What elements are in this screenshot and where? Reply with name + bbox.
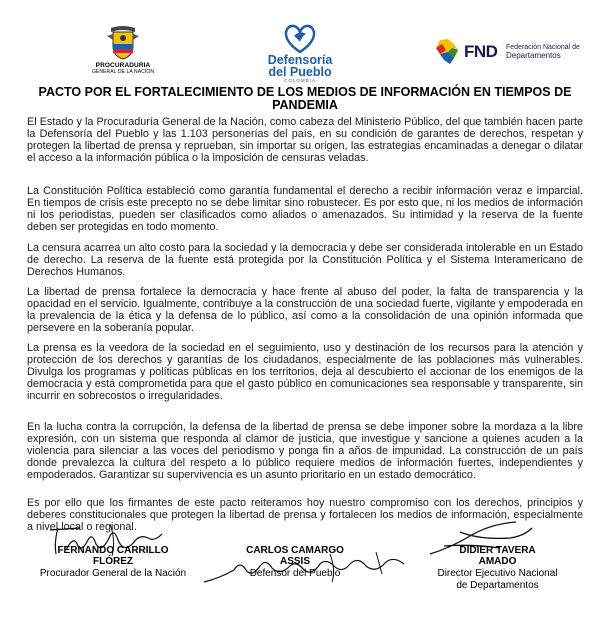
defensoria-logo [252,22,348,86]
paragraph: La libertad de prensa fortalece la democracia y hace frente al abuso del poder, la falta de transparencia y la opacidad en el servicio. Igualmente, contribuye a la construcción de una sociedad fuerte, vigilante y empoderada en la prevalencia de la ética y la defensa de lo público, así como a la consolidación de una opinión informada que persevere en la soberanía popular. [27,286,583,334]
signatory-name: ASSIS [279,556,310,567]
defensoria-name-1: Defensoría [267,53,333,67]
coat-of-arms-icon [103,22,143,62]
paragraph: La prensa es la veedora de la sociedad en el seguimiento, uso y destinación de los recursos para la atención y protección de los derechos y garantías de los ciudadanos, especialmente de las poblaciones más vulnerables. Divulga los programas y políticas públicas en los territorios, deja al descubierto el accionar de los enemigos de la democracia y está comprometida para que el gasto público en comunicaciones sea responsable y transparente, sin incurrir en sobrecostos o irregularidades. [27,342,583,402]
fnd-full-name-1: Federación Nacional de [506,44,580,51]
signatory-block [415,545,580,591]
signatory-name: FLÓREZ [93,556,133,567]
signatory-role: de Departamentos [456,580,539,591]
fnd-full-name-2: Departamentos [506,51,561,60]
paragraph: La censura acarrea un alto costo para la sociedad y la democracia y debe ser considerada intolerable en un Estado de derecho. La reserva de la fuente está protegida por la Constitución Política y el Sistema Interamericano de Derechos Humanos. [27,242,583,278]
procuraduria-logo [88,22,158,84]
fnd-logo [432,38,582,72]
procuraduria-subtitle: GENERAL DE LA NACION [91,69,155,75]
signatory-role: Director Ejecutivo Nacional [437,568,558,579]
signatory-role: Procurador General de la Nación [39,568,187,579]
signatory-block [28,545,198,579]
signatory-block [200,545,390,579]
signatory-name: CARLOS CAMARGO [246,545,344,556]
defensoria-name-2: del Pueblo [268,65,332,79]
document-title: PACTO POR EL FORTALECIMIENTO DE LOS MEDIOS DE INFORMACIÓN EN TIEMPOS DE PANDEMIA [38,85,572,112]
signatory-role: Defensor del Pueblo [249,568,341,579]
paragraph: Es por ello que los firmantes de este pacto reiteramos hoy nuestro compromiso con los derechos, principios y deberes constitucionales que protegen la libertad de prensa y fortalecen los medios de información, especialmente a nivel local o regional. [27,497,583,533]
dove-heart-icon [282,22,318,54]
fnd-full-name [506,44,586,61]
signatory-name: FERNANDO CARRILLO [57,545,169,556]
signatory-name: AMADO [478,556,517,567]
paragraph: La Constitución Política estableció como garantía fundamental el derecho a recibir información veraz e imparcial. En tiempos de crisis este precepto no se debe limitar sino robustecer. Es por esto que, ni los medios de información ni los periodistas, pueden ser clasificados como aliados o amenazados. Su intimidad y la reserva de la fuente deben ser protegidas en todo momento. [27,185,583,233]
signatory-name: DIDIER TAVERA [459,545,536,556]
colombia-map-icon [434,38,460,66]
header-logos [0,0,603,86]
fnd-acronym: FND [464,42,498,61]
paragraph: El Estado y la Procuraduría General de la Nación, como cabeza del Ministerio Público, del que también hacen parte la Defensoría del Pueblo y las 1.103 personerías del país, en su condición de garantes de derechos, respetan y protegen la libertad de prensa y reprueban, sin importar su origen, las estrategias encaminadas a denegar o dilatar el acceso a la información pública o la imposición de censuras veladas. [27,116,583,164]
procuraduria-name: PROCURADURIA [95,62,151,69]
paragraph: En la lucha contra la corrupción, la defensa de la libertad de prensa se debe imponer sobre la mordaza a la libre expresión, con un sistema que responda al clamor de justicia, que investigue y sancione a quienes acuden a la violencia para silenciar a las voces del periodismo y ponga fin a años de impunidad. La construcción de un país donde prevalezca la cultura del respeto a lo público requiere medios de información fuertes, independientes y empoderados. Garantizar su supervivencia es un asunto prioritario en un estado democrático. [27,421,583,481]
defensoria-country: COLOMBIA [284,78,316,83]
